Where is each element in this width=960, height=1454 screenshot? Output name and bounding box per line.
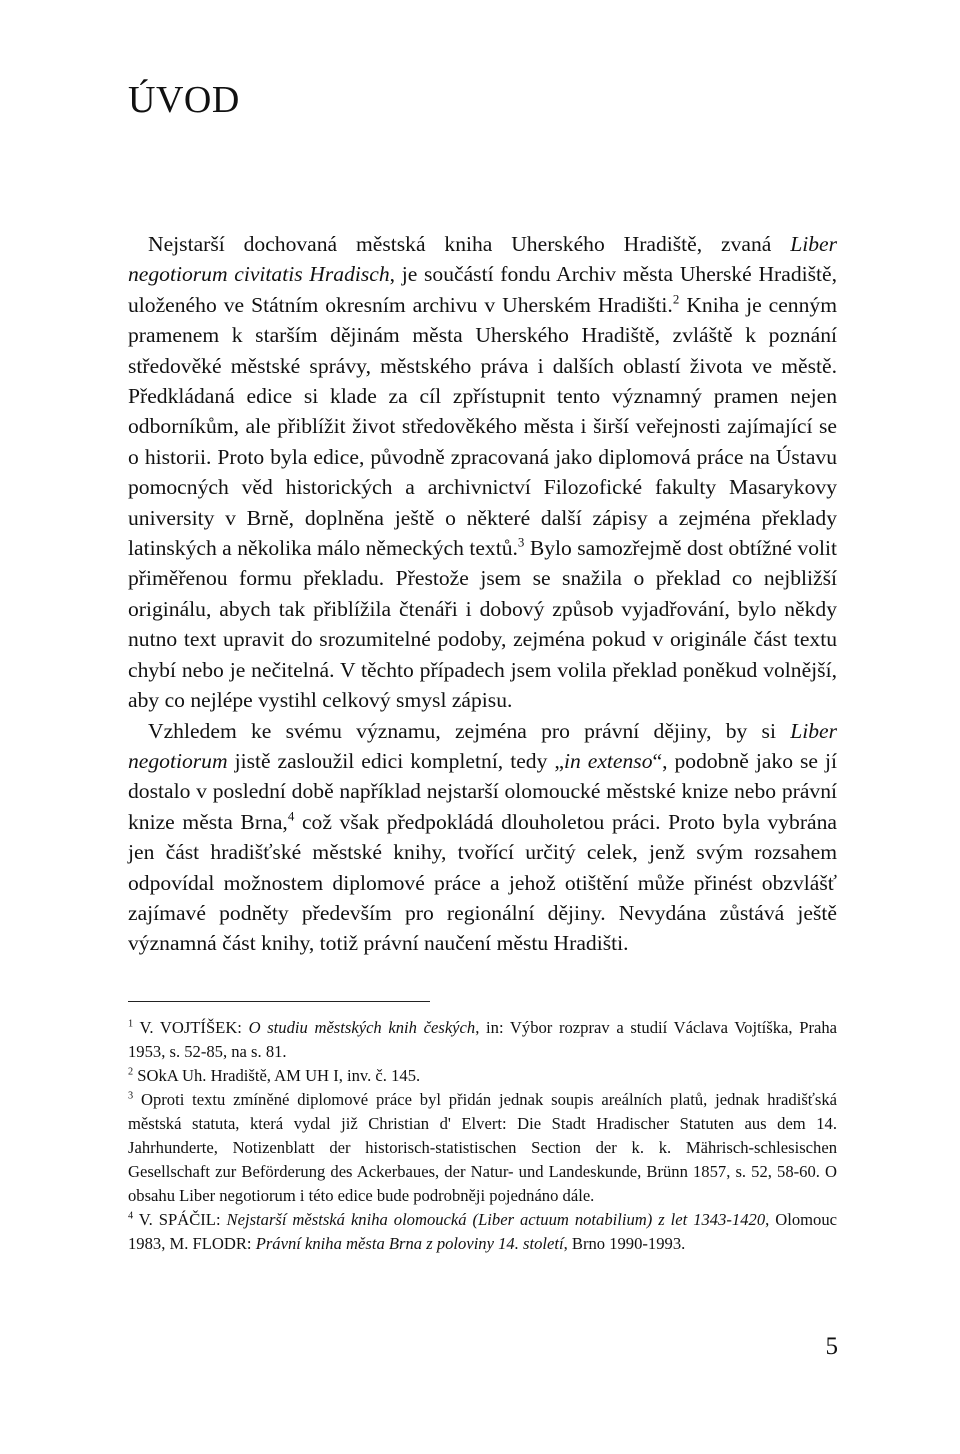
book-title-italic: Liber negotiorum civitatis Hradisch [128, 232, 837, 287]
text-run: Oproti textu zmíněné diplomové práce byl přidán jednak soupis areálních platů, jednak hradišťská městská statuta, která vydal již Christian d' Elvert: Die Stadt Hradischer Statuten aus dem 14. Jahrhunderte, Notizenblatt der historisch-statistischen Section der k. k. Mährisch-schlesischen Gesellschaft zur Beförderung des Ackerbaues, der Natur- und Landeskunde, Brünn 1857, s. 52, 58-60. O obsahu Liber negotiorum i této edice bude podrobněji pojednáno dále. [128, 1090, 837, 1205]
text-run: “, podobně jako se jí dostalo v poslední době například nejstarší olomoucké městské knize nebo právní knize města Brna, [128, 748, 837, 834]
citation-title-italic: O studiu městských knih českých [248, 1018, 476, 1037]
text-run: , Olomouc 1983, M. FLODR: [128, 1210, 837, 1253]
footnote-number: 2 [128, 1066, 134, 1078]
footnotes [128, 1016, 837, 1256]
text-run: , in: Výbor rozprav a studií Václava Vojtíška, Praha 1953, s. 52-85, na s. 81. [128, 1018, 837, 1061]
footnote-ref-3: 3 [517, 534, 525, 550]
text-run: SOkA Uh. Hradiště, AM UH I, inv. č. 145. [133, 1066, 421, 1085]
footnote-4 [128, 1208, 837, 1256]
page-title: ÚVOD [128, 79, 240, 121]
text-run: V. SPÁČIL: [133, 1210, 227, 1229]
text-run: což však předpokládá dlouholetou práci. Proto byla vybrána jen část hradišťské městské knihy, tvořící určitý celek, jenž svým rozsahem odpovídal možnostem diplomové práce a jehož otištění může přinést obzvlášť zajímavé podněty především pro regionální dějiny. Nevydána zůstává ještě významná část knihy, totiž právní naučení městu Hradišti. [128, 809, 837, 956]
footnote-divider [128, 1001, 430, 1002]
footnote-2 [128, 1064, 837, 1088]
page-number: 5 [825, 1333, 838, 1360]
intro-paragraph-2 [128, 716, 837, 959]
footnote-ref-2: 2 [672, 291, 680, 307]
book-title-italic: Liber negotiorum [128, 718, 837, 773]
text-run: Bylo samozřejmě dost obtížné volit přiměřenou formu překladu. Přestože jsem se snažila o překlad co nejbližší originálu, abych tak přiblížila čtenáři i dobový způsob vyjadřování, bylo někdy nutno text upravit do srozumitelné podoby, zejména pokud v originále část textu chybí nebo je nečitelná. V těchto případech jsem volila překlad poněkud volnější, aby co nejlépe vystihl celkový smysl zápisu. [128, 536, 837, 713]
footnote-number: 1 [128, 1018, 134, 1030]
text-run: V. VOJTÍŠEK: [133, 1018, 249, 1037]
latin-phrase-italic: in extenso [563, 748, 653, 773]
citation-title-italic: Právní kniha města Brna z poloviny 14. století [255, 1234, 564, 1253]
text-run: Vzhledem ke svému významu, zejména pro právní dějiny, by si [148, 718, 791, 743]
footnote-1 [128, 1016, 837, 1064]
citation-title-italic: Nejstarší městská kniha olomoucká (Liber actuum notabilium) z let 1343-1420 [226, 1210, 766, 1229]
footnote-ref-4: 4 [287, 808, 295, 824]
intro-body [128, 229, 837, 959]
text-run: jistě zasloužil edici kompletní, tedy „ [227, 748, 564, 773]
text-run: Nejstarší dochovaná městská kniha Uherského Hradiště, zvaná [148, 232, 791, 256]
footnote-number: 3 [128, 1090, 134, 1102]
text-run: Kniha je cenným pramenem k starším dějinám města Uherského Hradiště, zvláště k poznání středověké městské správy, městského práva i dalších oblastí života ve městě. Předkládaná edice si klade za cíl zpřístupnit tento významný pramen nejen odborníkům, ale přiblížit život středověkého města i širší veřejnosti zajímající se o historii. Proto byla edice, původně zpracovaná jako diplomová práce na Ústavu pomocných věd historických a archivnictví Filozofické fakulty Masarykovy university v Brně, doplněna ještě o některé další zápisy a zejména překlady latinských a několika málo německých textů. [128, 292, 837, 561]
text-run: , Brno 1990-1993. [563, 1234, 686, 1253]
footnote-number: 4 [128, 1210, 134, 1222]
footnote-3 [128, 1088, 837, 1208]
text-run: , je součástí fondu Archiv města Uherské Hradiště, uloženého ve Státním okresním archivu v Uherském Hradišti. [128, 262, 837, 317]
intro-paragraph-1 [128, 229, 837, 716]
